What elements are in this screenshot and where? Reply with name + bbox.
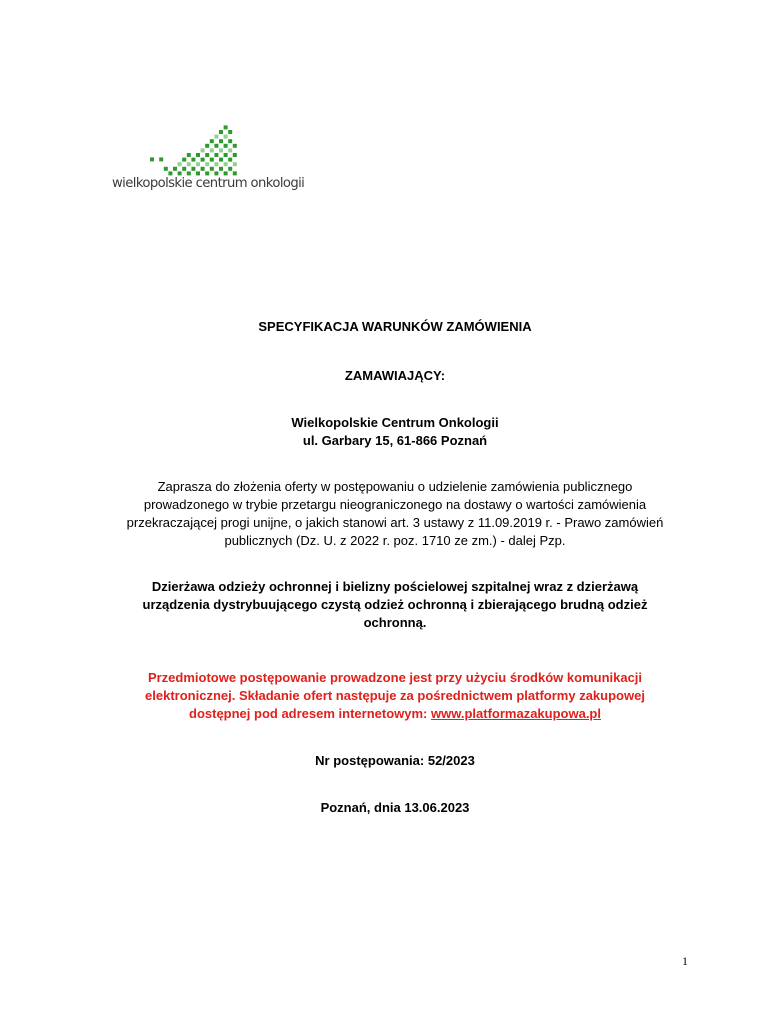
logo-pixel-mark-icon (150, 124, 250, 180)
invitation-line: przekraczającej progi unijne, o jakich stanowi art. 3 ustawy z 11.09.2019 r. - Prawo zamówień (126, 515, 664, 530)
notice-line: elektronicznej. Składanie ofert następuje za pośrednictwem platformy zakupowej (145, 688, 645, 703)
place-and-date: Poznań, dnia 13.06.2023 (320, 800, 470, 815)
page-number: 1 (682, 954, 688, 968)
ordering-party-heading: ZAMAWIAJĄCY: (344, 368, 446, 383)
notice-line: Przedmiotowe postępowanie prowadzone jest przy użyciu środków komunikacji (147, 670, 643, 685)
logo (112, 124, 312, 194)
ordering-party-name: Wielkopolskie Centrum Onkologii (291, 415, 499, 430)
invitation-paragraph (100, 478, 690, 550)
document-title: SPECYFIKACJA WARUNKÓW ZAMÓWIENIA (258, 319, 532, 334)
notice-line-prefix: dostępnej pod adresem internetowym: (189, 706, 431, 721)
logo-text: wielkopolskie centrum onkologii (112, 176, 305, 191)
subject-line: Dzierżawa odzieży ochronnej i bielizny pościelowej szpitalnej wraz z dzierżawą (151, 579, 639, 594)
invitation-line: Zaprasza do złożenia oferty w postępowaniu o udzielenie zamówienia publicznego (157, 479, 633, 494)
invitation-line: publicznych (Dz. U. z 2022 r. poz. 1710 ze zm.) - dalej Pzp. (224, 533, 566, 548)
procurement-subject (100, 578, 690, 632)
platform-link[interactable]: www.platformazakupowa.pl (431, 706, 601, 721)
notice-line (100, 705, 690, 723)
case-number: Nr postępowania: 52/2023 (315, 753, 475, 768)
ordering-party (100, 414, 690, 450)
ordering-party-address: ul. Garbary 15, 61-866 Poznań (302, 433, 488, 448)
invitation-line: prowadzonego w trybie przetargu nieograniczonego na dostawy o wartości zamówienia (143, 497, 647, 512)
subject-line: ochronną. (363, 615, 427, 630)
electronic-communication-notice (100, 669, 690, 723)
subject-line: urządzenia dystrybuującego czystą odzież ochronną i zbierającego brudną odzież (142, 597, 648, 612)
